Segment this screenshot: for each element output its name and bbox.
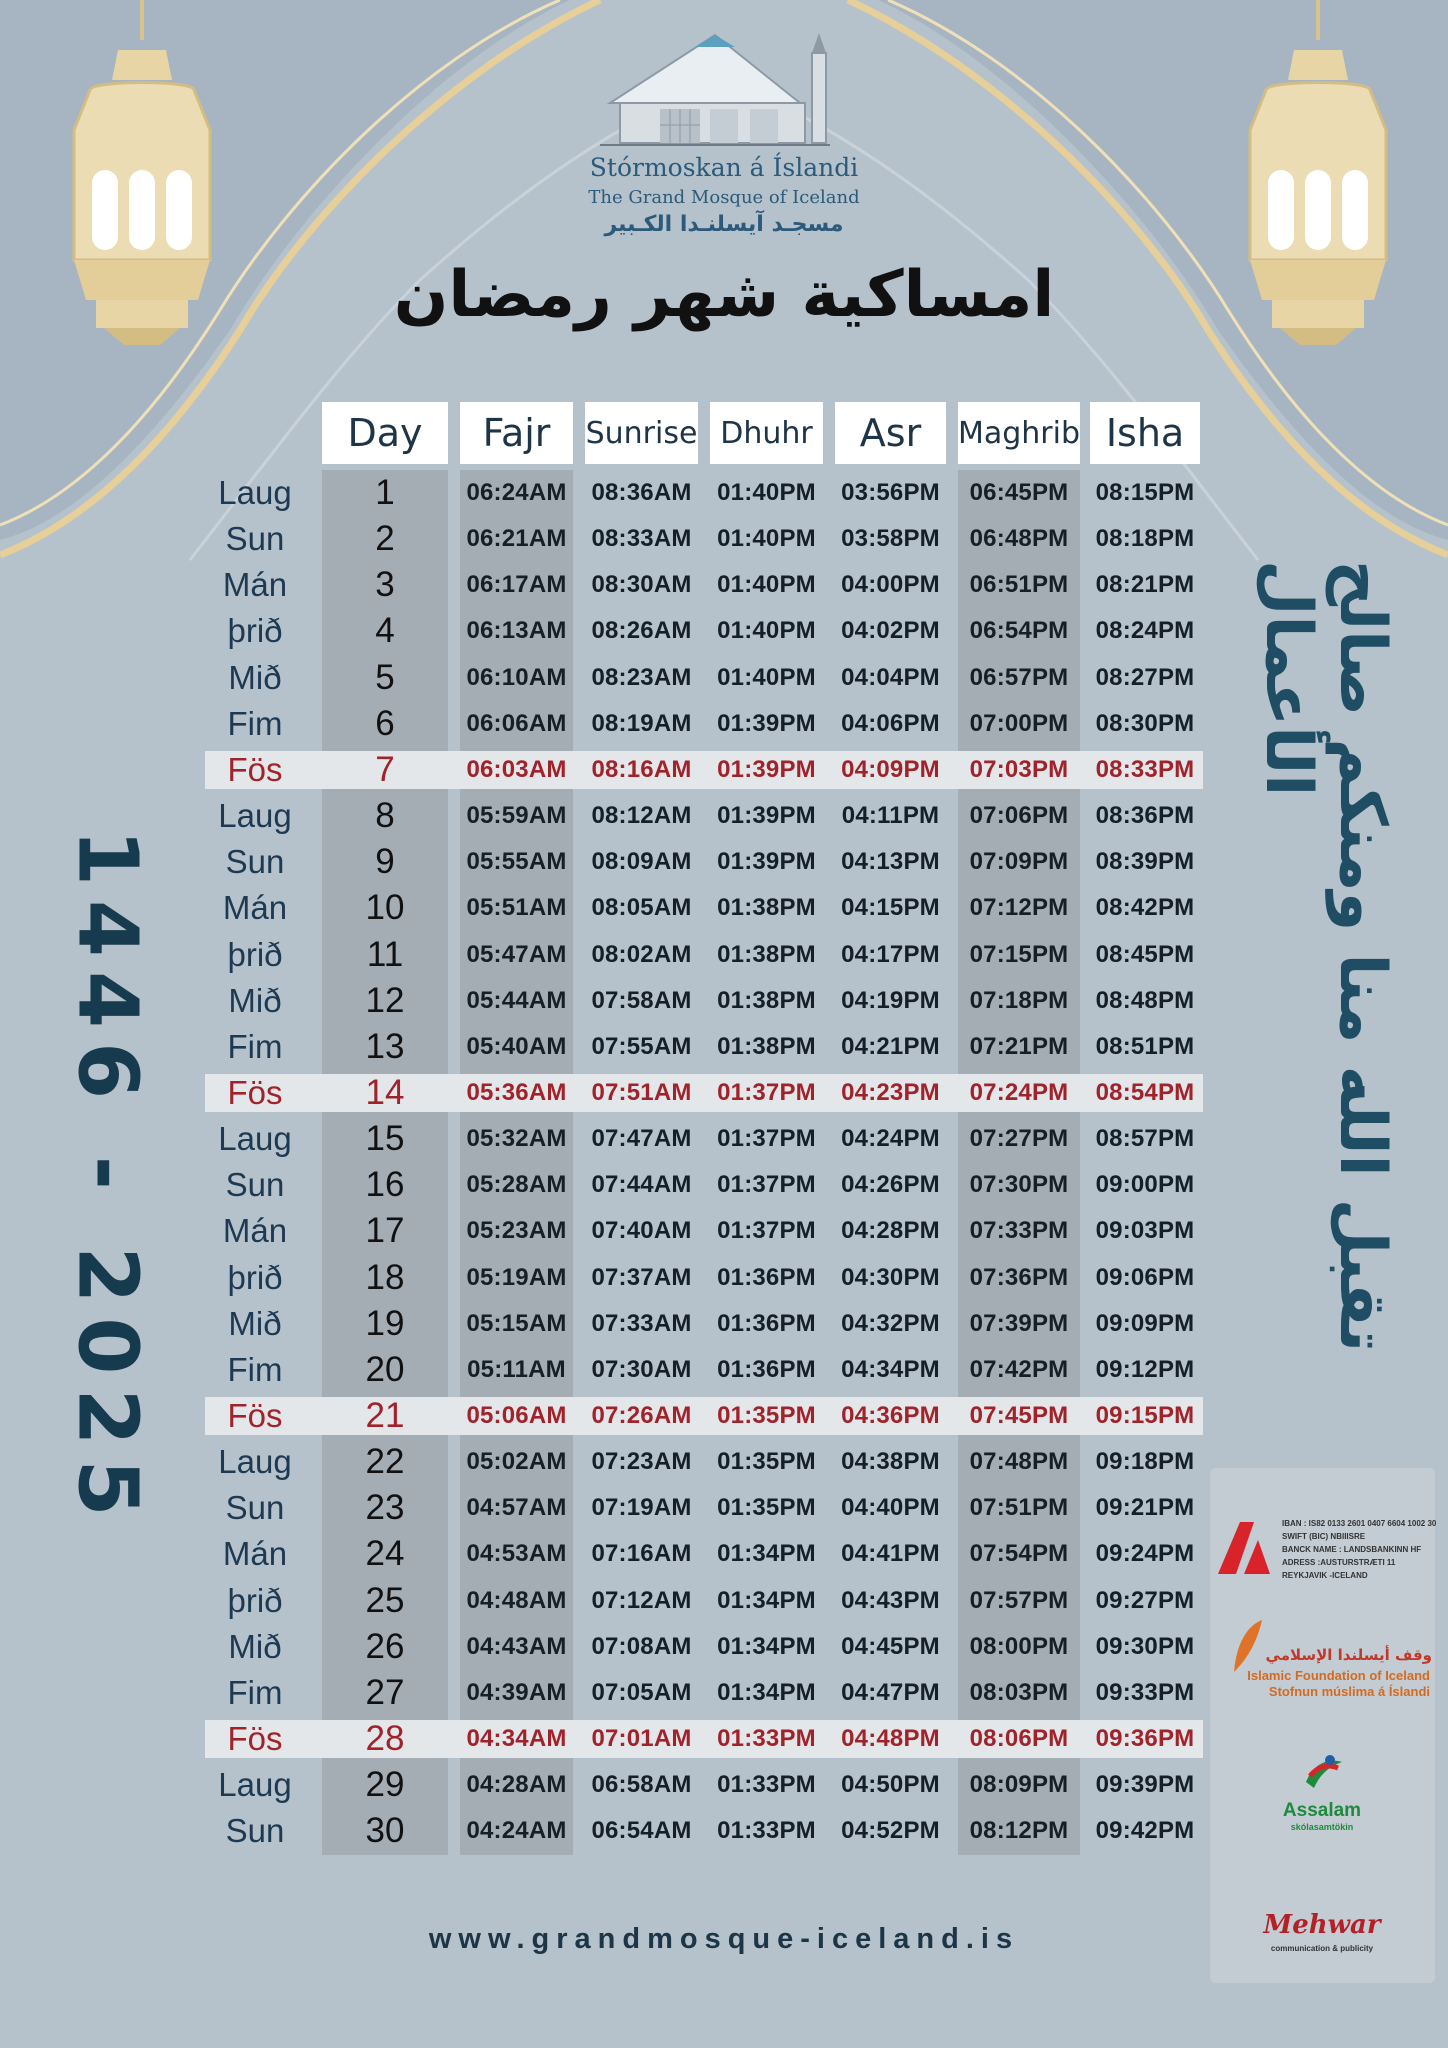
row-asr-time: 04:47PM xyxy=(841,1679,940,1706)
row-day-name: þrið xyxy=(227,1582,283,1619)
row-fajr-time: 04:24AM xyxy=(466,1817,567,1844)
row-sunrise-time: 08:12AM xyxy=(591,802,692,829)
row-day-name: Sun xyxy=(225,1489,285,1526)
row-fajr-time: 04:48AM xyxy=(466,1587,567,1614)
row-sunrise-time: 08:19AM xyxy=(591,710,692,737)
row-dhuhr-time: 01:33PM xyxy=(717,1817,816,1844)
row-maghrib-time: 06:54PM xyxy=(969,617,1069,644)
row-fajr-time: 05:02AM xyxy=(466,1448,567,1475)
row-dhuhr-time: 01:39PM xyxy=(717,756,816,783)
row-asr-time: 04:52PM xyxy=(841,1817,940,1844)
header-sunrise: Sunrise xyxy=(585,402,698,464)
row-sunrise-time: 08:09AM xyxy=(591,848,692,875)
row-sunrise-time: 06:54AM xyxy=(591,1817,692,1844)
row-day-name: Fim xyxy=(227,1674,283,1711)
header-dhuhr: Dhuhr xyxy=(710,402,823,464)
row-asr-time: 04:34PM xyxy=(841,1356,940,1383)
row-fajr-time: 06:13AM xyxy=(466,617,567,644)
row-day-number: 5 xyxy=(375,658,395,697)
row-day-name: Laug xyxy=(218,1766,292,1803)
row-maghrib-time: 07:45PM xyxy=(969,1402,1069,1429)
row-maghrib-time: 06:51PM xyxy=(969,571,1069,598)
row-dhuhr-time: 01:33PM xyxy=(717,1771,816,1798)
row-dhuhr-time: 01:38PM xyxy=(717,1033,816,1060)
row-day-number: 4 xyxy=(375,611,395,650)
row-maghrib-time: 07:48PM xyxy=(969,1448,1069,1475)
row-day-number: 28 xyxy=(365,1719,405,1758)
row-maghrib-time: 08:12PM xyxy=(969,1817,1069,1844)
row-day-name: Mið xyxy=(228,1628,282,1665)
row-fajr-time: 05:15AM xyxy=(466,1310,567,1337)
row-dhuhr-time: 01:39PM xyxy=(717,802,816,829)
row-asr-time: 03:56PM xyxy=(841,479,940,506)
assalam-logo-icon xyxy=(1300,1752,1346,1798)
row-isha-time: 09:00PM xyxy=(1095,1171,1195,1198)
row-asr-time: 04:11PM xyxy=(841,802,940,829)
row-dhuhr-time: 01:37PM xyxy=(717,1125,816,1152)
assalam-name: Assalam xyxy=(1282,1800,1362,1821)
row-day-number: 14 xyxy=(365,1073,405,1112)
table-row xyxy=(0,793,1448,839)
row-maghrib-time: 07:21PM xyxy=(969,1033,1069,1060)
table-row xyxy=(0,978,1448,1024)
row-dhuhr-time: 01:34PM xyxy=(717,1540,816,1567)
row-fajr-time: 05:19AM xyxy=(466,1264,567,1291)
row-sunrise-time: 07:16AM xyxy=(591,1540,692,1567)
row-day-number: 18 xyxy=(365,1258,405,1297)
row-asr-time: 04:30PM xyxy=(841,1264,940,1291)
row-asr-time: 04:36PM xyxy=(841,1402,940,1429)
header-day: Day xyxy=(322,402,448,464)
row-maghrib-time: 07:39PM xyxy=(969,1310,1069,1337)
row-day-number: 13 xyxy=(365,1027,405,1066)
header-maghrib: Maghrib xyxy=(958,402,1080,464)
row-sunrise-time: 07:23AM xyxy=(591,1448,692,1475)
row-fajr-time: 04:53AM xyxy=(466,1540,567,1567)
row-maghrib-time: 07:57PM xyxy=(969,1587,1069,1614)
row-maghrib-time: 07:00PM xyxy=(969,710,1069,737)
row-day-name: Mán xyxy=(222,889,288,926)
row-isha-time: 08:30PM xyxy=(1095,710,1195,737)
mehwar-name: Mehwar xyxy=(1263,1910,1381,1940)
row-dhuhr-time: 01:38PM xyxy=(717,894,816,921)
row-maghrib-time: 07:30PM xyxy=(969,1171,1069,1198)
row-sunrise-time: 07:05AM xyxy=(591,1679,692,1706)
row-dhuhr-time: 01:36PM xyxy=(717,1356,816,1383)
row-fajr-time: 05:23AM xyxy=(466,1217,567,1244)
row-day-number: 16 xyxy=(365,1165,405,1204)
row-dhuhr-time: 01:35PM xyxy=(717,1402,816,1429)
row-sunrise-time: 07:55AM xyxy=(591,1033,692,1060)
row-dhuhr-time: 01:34PM xyxy=(717,1587,816,1614)
row-fajr-time: 05:36AM xyxy=(466,1079,567,1106)
row-day-name: Sun xyxy=(225,520,285,557)
row-day-name: Sun xyxy=(225,843,285,880)
row-day-number: 17 xyxy=(365,1211,405,1250)
row-isha-time: 09:06PM xyxy=(1095,1264,1195,1291)
row-day-name: Laug xyxy=(218,797,292,834)
row-sunrise-time: 08:30AM xyxy=(591,571,692,598)
row-dhuhr-time: 01:38PM xyxy=(717,941,816,968)
bank-iban: IBAN : IS82 0133 2601 0407 6604 1002 30 xyxy=(1282,1519,1437,1528)
row-isha-time: 08:36PM xyxy=(1095,802,1195,829)
row-maghrib-time: 06:48PM xyxy=(969,525,1069,552)
header-fajr: Fajr xyxy=(460,402,573,464)
row-maghrib-time: 08:00PM xyxy=(969,1633,1069,1660)
table-row xyxy=(0,655,1448,701)
table-row xyxy=(0,1070,1448,1116)
row-fajr-time: 05:40AM xyxy=(466,1033,567,1060)
row-day-name: Fös xyxy=(227,1074,283,1111)
mosque-name-icelandic: Stórmoskan á Íslandi xyxy=(589,153,859,182)
row-maghrib-time: 07:12PM xyxy=(969,894,1069,921)
table-row xyxy=(0,1162,1448,1208)
row-day-name: Mán xyxy=(222,1535,288,1572)
landsbankinn-logo-icon xyxy=(1214,1518,1274,1576)
row-dhuhr-time: 01:40PM xyxy=(717,479,816,506)
row-fajr-time: 04:57AM xyxy=(466,1494,567,1521)
row-fajr-time: 06:03AM xyxy=(466,756,567,783)
row-day-number: 11 xyxy=(366,935,404,974)
row-day-number: 2 xyxy=(375,519,395,558)
row-dhuhr-time: 01:40PM xyxy=(717,617,816,644)
row-isha-time: 08:42PM xyxy=(1095,894,1195,921)
row-maghrib-time: 07:42PM xyxy=(969,1356,1069,1383)
assalam-subtitle: skólasamtökin xyxy=(1290,1822,1354,1832)
row-day-name: þrið xyxy=(227,612,283,649)
row-dhuhr-time: 01:39PM xyxy=(717,848,816,875)
bank-city: REYKJAVIK -ICELAND xyxy=(1282,1571,1368,1580)
bank-swift: SWIFT (BIC) NBIIISRE xyxy=(1282,1532,1366,1541)
row-isha-time: 09:03PM xyxy=(1095,1217,1195,1244)
row-fajr-time: 04:34AM xyxy=(466,1725,567,1752)
row-dhuhr-time: 01:35PM xyxy=(717,1494,816,1521)
row-sunrise-time: 08:23AM xyxy=(591,664,692,691)
row-day-number: 25 xyxy=(365,1581,405,1620)
foundation-feather-icon xyxy=(1226,1616,1266,1676)
row-dhuhr-time: 01:40PM xyxy=(717,525,816,552)
year-label: 1446 - 2025 xyxy=(59,829,155,1531)
row-asr-time: 04:13PM xyxy=(841,848,940,875)
table-row xyxy=(0,932,1448,978)
row-asr-time: 04:26PM xyxy=(841,1171,940,1198)
row-sunrise-time: 08:02AM xyxy=(591,941,692,968)
row-asr-time: 04:06PM xyxy=(841,710,940,737)
row-sunrise-time: 08:26AM xyxy=(591,617,692,644)
row-fajr-time: 05:32AM xyxy=(466,1125,567,1152)
row-day-number: 30 xyxy=(365,1811,405,1850)
row-day-number: 24 xyxy=(365,1534,405,1573)
row-day-name: Laug xyxy=(218,1443,292,1480)
row-asr-time: 04:09PM xyxy=(841,756,940,783)
row-isha-time: 09:09PM xyxy=(1095,1310,1195,1337)
row-dhuhr-time: 01:40PM xyxy=(717,664,816,691)
row-day-name: Mán xyxy=(222,1212,288,1249)
row-isha-time: 09:42PM xyxy=(1095,1817,1195,1844)
row-day-number: 20 xyxy=(365,1350,405,1389)
row-isha-time: 08:48PM xyxy=(1095,987,1195,1014)
row-maghrib-time: 07:09PM xyxy=(969,848,1069,875)
row-fajr-time: 05:47AM xyxy=(466,941,567,968)
row-fajr-time: 05:06AM xyxy=(466,1402,567,1429)
row-asr-time: 04:28PM xyxy=(841,1217,940,1244)
row-sunrise-time: 07:58AM xyxy=(591,987,692,1014)
row-asr-time: 04:24PM xyxy=(841,1125,940,1152)
row-fajr-time: 06:17AM xyxy=(466,571,567,598)
row-day-name: Fös xyxy=(227,751,283,788)
row-fajr-time: 06:10AM xyxy=(466,664,567,691)
row-sunrise-time: 07:51AM xyxy=(591,1079,692,1106)
row-day-name: Mið xyxy=(228,659,282,696)
row-maghrib-time: 07:36PM xyxy=(969,1264,1069,1291)
row-day-name: Mið xyxy=(228,1305,282,1342)
row-sunrise-time: 07:33AM xyxy=(591,1310,692,1337)
row-isha-time: 09:30PM xyxy=(1095,1633,1195,1660)
row-sunrise-time: 08:36AM xyxy=(591,479,692,506)
table-row xyxy=(0,1024,1448,1070)
row-day-number: 1 xyxy=(375,473,395,512)
header-asr: Asr xyxy=(835,402,946,464)
row-maghrib-time: 08:09PM xyxy=(969,1771,1069,1798)
row-sunrise-time: 07:30AM xyxy=(591,1356,692,1383)
row-asr-time: 04:21PM xyxy=(841,1033,940,1060)
row-day-number: 7 xyxy=(375,750,395,789)
page-title: امساكية شهر رمضان xyxy=(393,258,1055,332)
row-isha-time: 08:24PM xyxy=(1095,617,1195,644)
row-asr-time: 04:23PM xyxy=(841,1079,940,1106)
row-sunrise-time: 07:44AM xyxy=(591,1171,692,1198)
row-day-name: Laug xyxy=(218,1120,292,1157)
row-fajr-time: 05:28AM xyxy=(466,1171,567,1198)
row-isha-time: 09:27PM xyxy=(1095,1587,1195,1614)
row-isha-time: 08:33PM xyxy=(1095,756,1195,783)
row-day-name: Laug xyxy=(218,474,292,511)
row-isha-time: 08:27PM xyxy=(1095,664,1195,691)
row-day-number: 29 xyxy=(365,1765,405,1804)
row-day-number: 15 xyxy=(365,1119,405,1158)
row-day-number: 27 xyxy=(365,1673,405,1712)
row-fajr-time: 05:51AM xyxy=(466,894,567,921)
row-fajr-time: 05:11AM xyxy=(467,1356,566,1383)
row-isha-time: 09:33PM xyxy=(1095,1679,1195,1706)
row-dhuhr-time: 01:37PM xyxy=(717,1171,816,1198)
row-dhuhr-time: 01:39PM xyxy=(717,710,816,737)
row-day-number: 21 xyxy=(365,1396,405,1435)
row-asr-time: 04:00PM xyxy=(841,571,940,598)
row-sunrise-time: 08:05AM xyxy=(591,894,692,921)
row-day-name: Fös xyxy=(227,1720,283,1757)
row-fajr-time: 05:55AM xyxy=(466,848,567,875)
row-isha-time: 08:51PM xyxy=(1095,1033,1195,1060)
row-dhuhr-time: 01:38PM xyxy=(717,987,816,1014)
row-sunrise-time: 08:16AM xyxy=(591,756,692,783)
row-dhuhr-time: 01:34PM xyxy=(717,1633,816,1660)
row-fajr-time: 04:28AM xyxy=(466,1771,567,1798)
row-sunrise-time: 07:08AM xyxy=(591,1633,692,1660)
row-dhuhr-time: 01:37PM xyxy=(717,1217,816,1244)
row-fajr-time: 04:43AM xyxy=(466,1633,567,1660)
table-row xyxy=(0,1301,1448,1347)
table-row xyxy=(0,1393,1448,1439)
row-dhuhr-time: 01:37PM xyxy=(717,1079,816,1106)
row-day-number: 23 xyxy=(365,1488,405,1527)
row-day-name: Fim xyxy=(227,1028,283,1065)
row-sunrise-time: 07:12AM xyxy=(591,1587,692,1614)
row-asr-time: 04:40PM xyxy=(841,1494,940,1521)
row-sunrise-time: 07:40AM xyxy=(591,1217,692,1244)
row-isha-time: 09:36PM xyxy=(1095,1725,1195,1752)
table-row xyxy=(0,747,1448,793)
row-isha-time: 09:12PM xyxy=(1095,1356,1195,1383)
row-dhuhr-time: 01:40PM xyxy=(717,571,816,598)
row-maghrib-time: 06:57PM xyxy=(969,664,1069,691)
row-day-number: 12 xyxy=(365,981,405,1020)
row-isha-time: 08:18PM xyxy=(1095,525,1195,552)
row-maghrib-time: 07:24PM xyxy=(969,1079,1069,1106)
bank-name: BANCK NAME : LANDSBANKINN HF xyxy=(1282,1545,1422,1554)
row-maghrib-time: 07:27PM xyxy=(969,1125,1069,1152)
row-sunrise-time: 08:33AM xyxy=(591,525,692,552)
row-dhuhr-time: 01:33PM xyxy=(717,1725,816,1752)
row-day-name: Mán xyxy=(222,566,288,603)
foundation-icelandic: Stofnun múslima á Íslandi xyxy=(1268,1684,1430,1699)
row-maghrib-time: 07:51PM xyxy=(969,1494,1069,1521)
row-day-name: Fim xyxy=(227,705,283,742)
row-isha-time: 08:21PM xyxy=(1095,571,1195,598)
table-row xyxy=(0,562,1448,608)
row-asr-time: 04:04PM xyxy=(841,664,940,691)
website-url[interactable]: www.grandmosque-iceland.is xyxy=(428,1923,1020,1955)
row-isha-time: 08:15PM xyxy=(1095,479,1195,506)
row-maghrib-time: 06:45PM xyxy=(969,479,1069,506)
table-row xyxy=(0,470,1448,516)
table-row xyxy=(0,1255,1448,1301)
row-asr-time: 04:38PM xyxy=(841,1448,940,1475)
row-asr-time: 03:58PM xyxy=(841,525,940,552)
row-day-name: Fim xyxy=(227,1351,283,1388)
row-dhuhr-time: 01:35PM xyxy=(717,1448,816,1475)
row-day-name: Sun xyxy=(225,1166,285,1203)
row-day-name: Fös xyxy=(227,1397,283,1434)
row-asr-time: 04:15PM xyxy=(841,894,940,921)
row-day-name: þrið xyxy=(227,1259,283,1296)
header-isha: Isha xyxy=(1090,402,1200,464)
table-row xyxy=(0,839,1448,885)
row-fajr-time: 06:24AM xyxy=(466,479,567,506)
row-maghrib-time: 07:03PM xyxy=(969,756,1069,783)
mosque-name-arabic: مسجـد آيسلنـدا الكـبير xyxy=(604,212,844,237)
row-day-number: 19 xyxy=(365,1304,405,1343)
row-day-number: 26 xyxy=(365,1627,405,1666)
table-row xyxy=(0,1208,1448,1254)
row-asr-time: 04:41PM xyxy=(841,1540,940,1567)
row-isha-time: 09:15PM xyxy=(1095,1402,1195,1429)
foundation-english: Islamic Foundation of Iceland xyxy=(1247,1668,1430,1683)
row-day-name: þrið xyxy=(227,936,283,973)
row-fajr-time: 04:39AM xyxy=(466,1679,567,1706)
row-isha-time: 08:39PM xyxy=(1095,848,1195,875)
row-isha-time: 09:39PM xyxy=(1095,1771,1195,1798)
row-dhuhr-time: 01:36PM xyxy=(717,1310,816,1337)
row-day-name: Sun xyxy=(225,1812,285,1849)
row-day-number: 3 xyxy=(375,565,395,604)
row-day-name: Mið xyxy=(228,982,282,1019)
row-sunrise-time: 07:47AM xyxy=(591,1125,692,1152)
row-maghrib-time: 07:15PM xyxy=(969,941,1069,968)
bank-address: ADRESS :AUSTURSTRÆTI 11 xyxy=(1282,1558,1396,1567)
row-asr-time: 04:48PM xyxy=(841,1725,940,1752)
row-asr-time: 04:50PM xyxy=(841,1771,940,1798)
row-fajr-time: 05:44AM xyxy=(466,987,567,1014)
mehwar-subtitle: communication & publicity xyxy=(1270,1944,1374,1953)
row-isha-time: 09:24PM xyxy=(1095,1540,1195,1567)
row-dhuhr-time: 01:36PM xyxy=(717,1264,816,1291)
table-row xyxy=(0,1116,1448,1162)
row-day-number: 8 xyxy=(375,796,395,835)
row-isha-time: 08:45PM xyxy=(1095,941,1195,968)
row-maghrib-time: 07:18PM xyxy=(969,987,1069,1014)
row-day-number: 22 xyxy=(365,1442,405,1481)
row-sunrise-time: 07:01AM xyxy=(591,1725,692,1752)
row-isha-time: 09:18PM xyxy=(1095,1448,1195,1475)
row-sunrise-time: 07:19AM xyxy=(591,1494,692,1521)
table-row xyxy=(0,608,1448,654)
row-fajr-time: 06:21AM xyxy=(466,525,567,552)
mosque-name-english: The Grand Mosque of Iceland xyxy=(588,187,860,208)
table-row xyxy=(0,516,1448,562)
row-asr-time: 04:32PM xyxy=(841,1310,940,1337)
row-sunrise-time: 06:58AM xyxy=(591,1771,692,1798)
row-day-number: 9 xyxy=(375,842,395,881)
row-dhuhr-time: 01:34PM xyxy=(717,1679,816,1706)
row-asr-time: 04:02PM xyxy=(841,617,940,644)
row-maghrib-time: 08:06PM xyxy=(969,1725,1069,1752)
row-sunrise-time: 07:26AM xyxy=(591,1402,692,1429)
row-asr-time: 04:17PM xyxy=(841,941,940,968)
row-asr-time: 04:45PM xyxy=(841,1633,940,1660)
row-maghrib-time: 07:33PM xyxy=(969,1217,1069,1244)
row-asr-time: 04:43PM xyxy=(841,1587,940,1614)
foundation-arabic: وقف أيسلندا الإسلامي xyxy=(1265,1646,1432,1664)
row-day-number: 6 xyxy=(375,704,395,743)
table-row xyxy=(0,885,1448,931)
row-fajr-time: 06:06AM xyxy=(466,710,567,737)
row-day-number: 10 xyxy=(365,888,405,927)
table-row xyxy=(0,1347,1448,1393)
row-maghrib-time: 07:06PM xyxy=(969,802,1069,829)
row-isha-time: 08:57PM xyxy=(1095,1125,1195,1152)
row-sunrise-time: 07:37AM xyxy=(591,1264,692,1291)
row-maghrib-time: 08:03PM xyxy=(969,1679,1069,1706)
row-fajr-time: 05:59AM xyxy=(466,802,567,829)
table-row xyxy=(0,701,1448,747)
row-isha-time: 08:54PM xyxy=(1095,1079,1195,1106)
row-isha-time: 09:21PM xyxy=(1095,1494,1195,1521)
calligraphy-text: تقبل الله منا ومنكم صالح الأعمال xyxy=(1251,560,1399,1353)
row-asr-time: 04:19PM xyxy=(841,987,940,1014)
row-maghrib-time: 07:54PM xyxy=(969,1540,1069,1567)
